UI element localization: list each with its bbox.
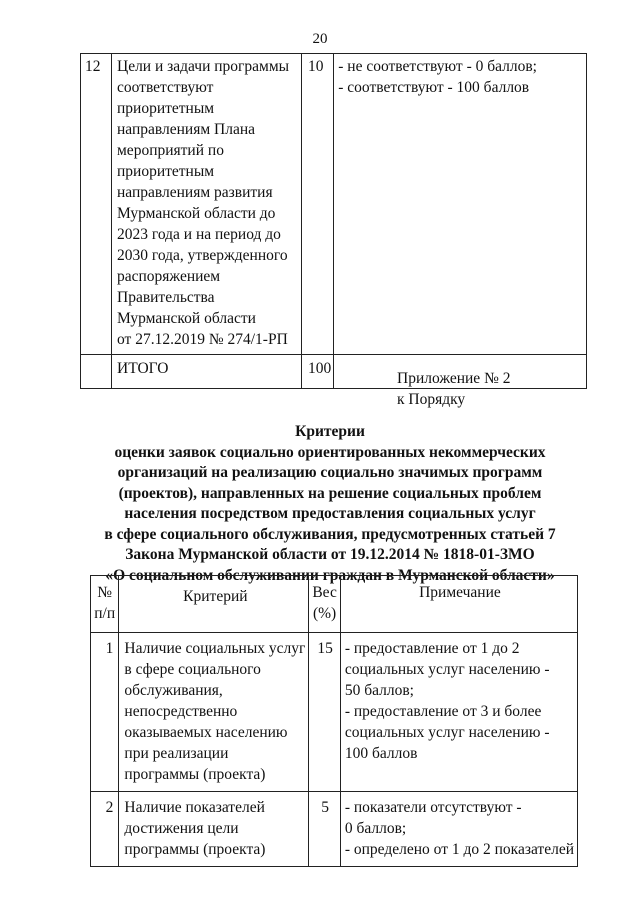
title-line: оценки заявок социально ориентированных некоммерческих (114, 443, 546, 461)
row-number: 12 (81, 54, 112, 355)
criterion-line: от 27.12.2019 № 274/1-РП (117, 331, 288, 348)
criteria-table-continued (80, 53, 587, 389)
note-line: 100 баллов (344, 745, 418, 762)
appendix-line: Приложение № 2 (397, 370, 511, 387)
note-line: - не соответствуют - 0 баллов; (338, 58, 537, 75)
criterion-line: направлениям развития (117, 184, 273, 201)
column-header-number (91, 576, 119, 633)
note-line: 50 баллов; (344, 682, 414, 699)
criterion-line: Правительства (117, 289, 215, 306)
column-header-note: Примечание (340, 576, 577, 633)
title-line: организаций на реализацию социально значимых программ (117, 464, 543, 481)
criterion-line: при реализации (124, 745, 229, 762)
note-line: - определено от 1 до 2 показателей (344, 841, 574, 858)
header-line: п/п (94, 605, 116, 622)
note-cell (334, 54, 587, 355)
header-line: Вес (312, 584, 337, 601)
criterion-line: направлениям Плана (117, 121, 256, 138)
criterion-cell (112, 54, 302, 355)
appendix-line: к Порядку (397, 391, 466, 408)
criterion-line: мероприятий по (117, 142, 224, 159)
criterion-line: программы (проекта) (124, 841, 266, 858)
total-value: 100 (302, 355, 334, 389)
criterion-line: Наличие показателей (124, 799, 265, 816)
note-line: - предоставление от 3 и более (344, 703, 542, 720)
note-line: - показатели отсутствуют - (344, 799, 522, 816)
page-number: 20 (312, 31, 328, 47)
header-line: № (97, 584, 113, 601)
column-header-weight (309, 576, 341, 633)
criterion-line: соответствуют (117, 79, 214, 96)
title-line: Критерии (295, 423, 365, 440)
criterion-line: Мурманской области до (117, 205, 276, 222)
criterion-line: достижения цели (124, 820, 239, 837)
table-row (81, 54, 587, 355)
row-number: 2 (91, 792, 119, 867)
criterion-line: программы (проекта) (124, 766, 266, 783)
weight-cell: 5 (309, 792, 341, 867)
appendix-reference (397, 368, 510, 410)
criterion-line: Наличие социальных услуг (124, 640, 306, 657)
table-row (91, 792, 578, 867)
criteria-table (90, 575, 578, 867)
criterion-line: Цели и задачи программы (117, 58, 290, 75)
table-row (91, 633, 578, 792)
empty-cell (81, 355, 112, 389)
row-number: 1 (91, 633, 119, 792)
criterion-line: обслуживания, (124, 682, 223, 699)
table-header-row (91, 576, 578, 633)
note-line: социальных услуг населению - (344, 724, 550, 741)
criterion-line: оказываемых населению (124, 724, 288, 741)
total-label: ИТОГО (112, 355, 302, 389)
weight-cell: 10 (302, 54, 334, 355)
title-line: (проектов), направленных на решение социальных проблем (118, 484, 542, 502)
weight-cell: 15 (309, 633, 341, 792)
note-line: - предоставление от 1 до 2 (344, 640, 520, 657)
criterion-line: распоряжением (117, 268, 221, 285)
criterion-cell (119, 792, 309, 867)
title-line: «О социальном обслуживании граждан в Мурманской области» (105, 566, 555, 584)
criterion-line: непосредственно (124, 703, 238, 720)
header-line: (%) (312, 605, 337, 622)
criterion-line: 2030 года, утвержденного (117, 247, 288, 264)
criterion-line: приоритетным (117, 100, 215, 117)
criterion-line: в сфере социального (124, 661, 261, 678)
criterion-line: 2023 года и на период до (117, 226, 281, 243)
title-line: Закона Мурманской области от 19.12.2014 № 1818-01-ЗМО (125, 546, 535, 563)
title-line: в сфере социального обслуживания, предусмотренных статьей 7 (104, 525, 556, 543)
column-header-criterion: Критерий (119, 576, 309, 633)
criterion-line: Мурманской области (117, 310, 256, 327)
total-row (81, 355, 587, 389)
note-line: социальных услуг населению - (344, 661, 550, 678)
note-cell (340, 633, 577, 792)
note-line: 0 баллов; (344, 820, 407, 837)
criterion-cell (119, 633, 309, 792)
criterion-line: приоритетным (117, 163, 215, 180)
note-cell (340, 792, 577, 867)
title-line: населения посредством предоставления социальных услуг (124, 505, 536, 522)
document-title (100, 422, 560, 586)
note-line: - соответствуют - 100 баллов (338, 79, 530, 96)
